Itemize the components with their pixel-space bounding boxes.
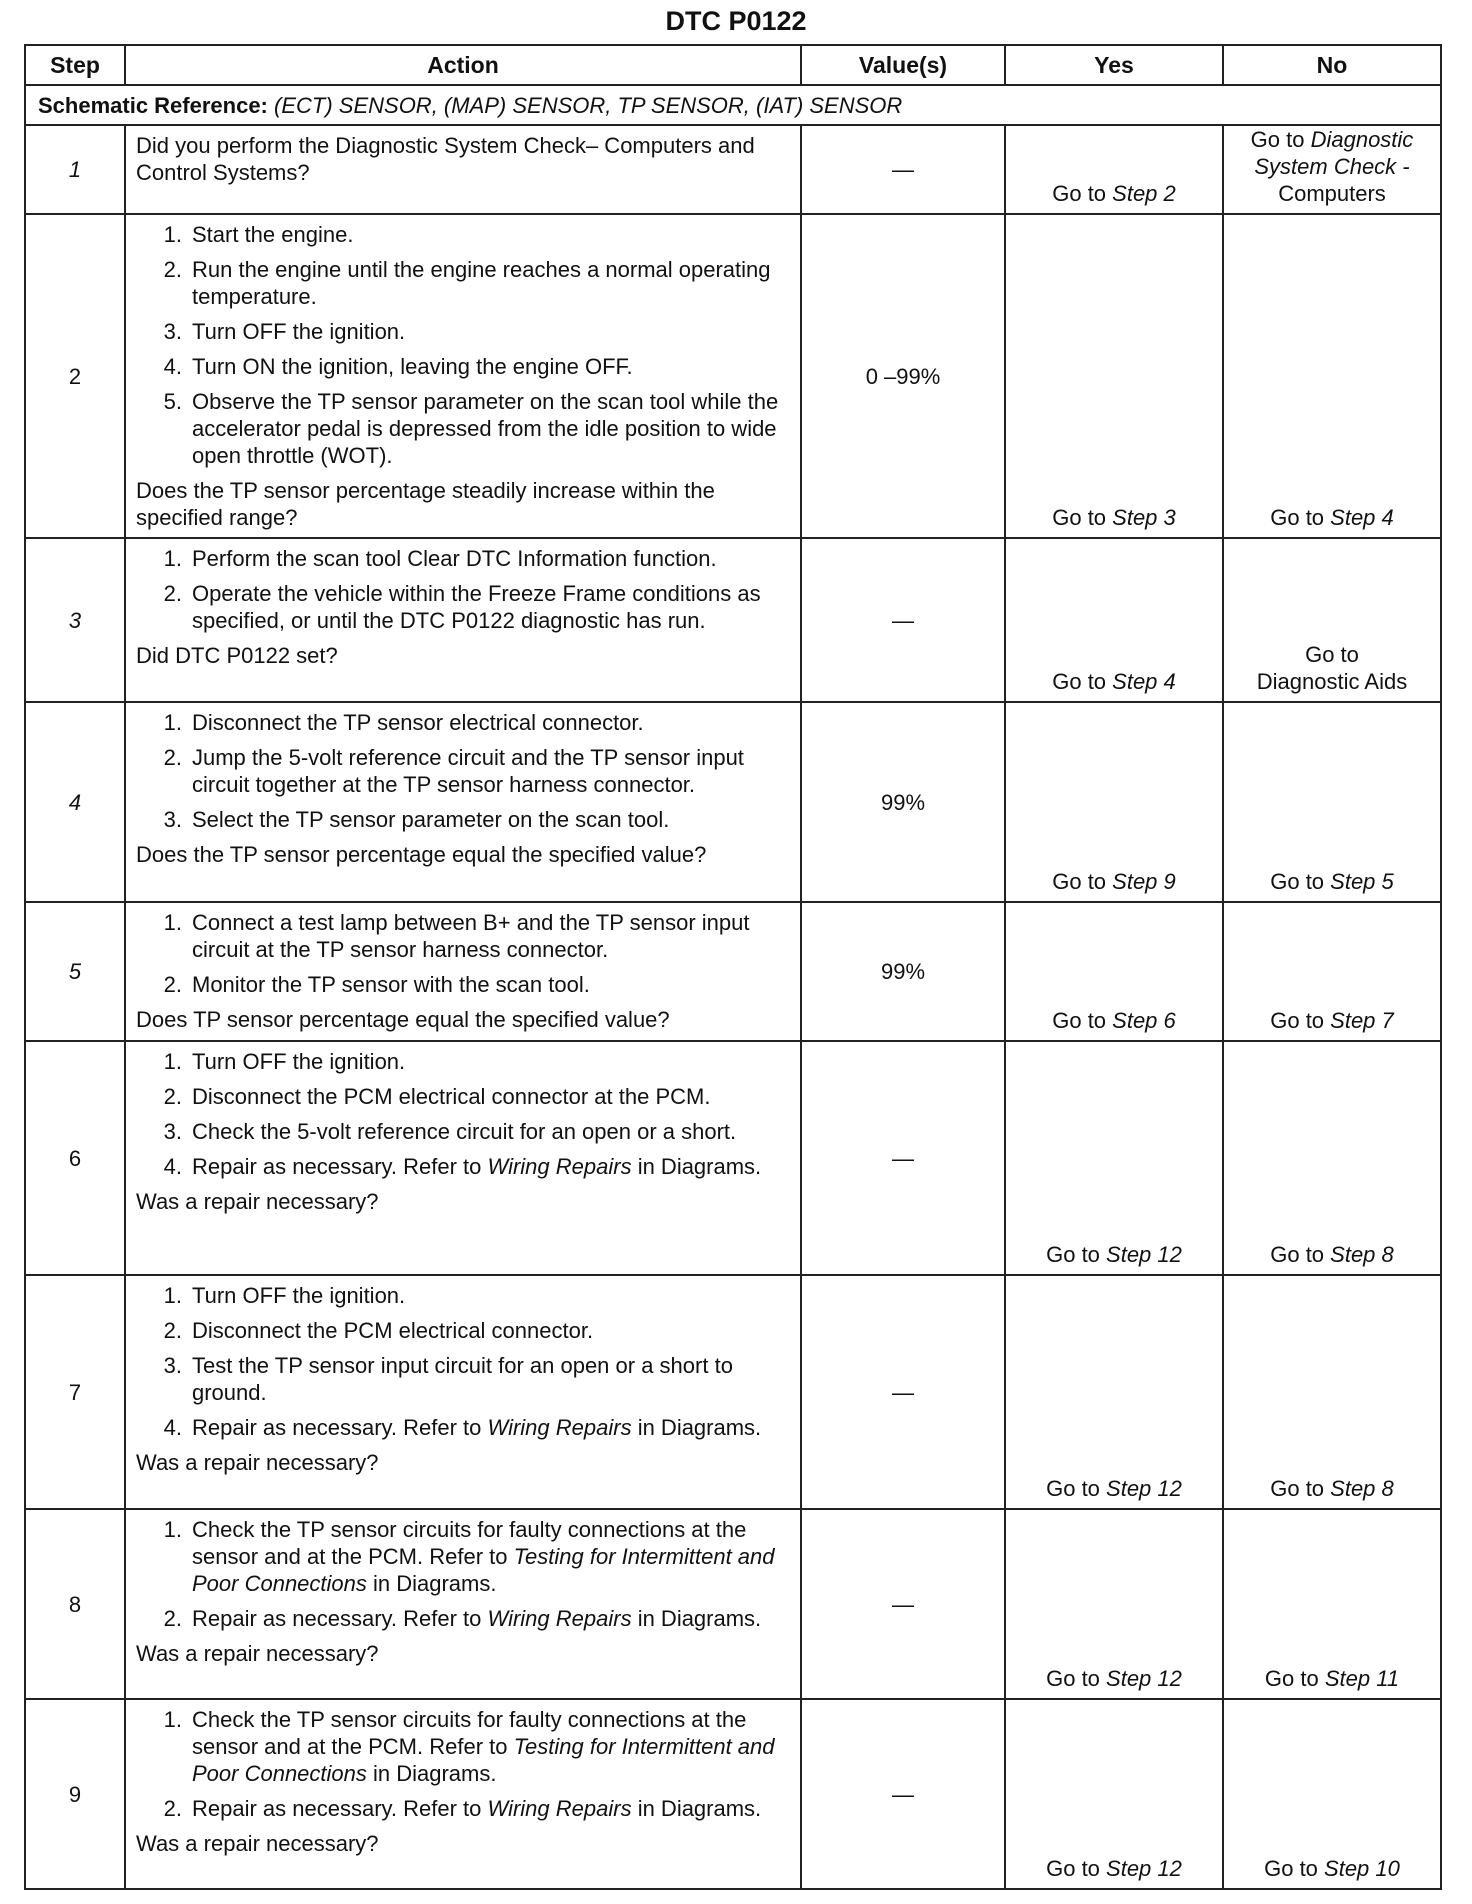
no-cell: [1223, 1509, 1441, 1699]
question: Was a repair necessary?: [136, 1641, 379, 1666]
yes-cell: [1005, 1275, 1223, 1509]
substep: 4. Repair as necessary. Refer to Wiring Repairs in Diagrams.: [163, 1154, 762, 1179]
no-step-ref: Step 5: [1330, 869, 1394, 894]
col-header-values: Value(s): [801, 45, 1005, 85]
yes-prefix: Go to: [1052, 869, 1113, 894]
question: Did you perform the Diagnostic System Check– Computers and Control Systems?: [136, 133, 755, 185]
yes-cell: [1005, 702, 1223, 902]
substep: 2. Repair as necessary. Refer to Wiring Repairs in Diagrams.: [163, 1606, 762, 1631]
substep-list: [136, 1706, 792, 1822]
value-cell: —: [801, 1275, 1005, 1509]
yes-cell: [1005, 1509, 1223, 1699]
yes-step-ref: Step 12: [1106, 1476, 1182, 1501]
question: Was a repair necessary?: [136, 1450, 379, 1475]
substep: 1. Check the TP sensor circuits for faulty connections at the sensor and at the PCM. Refer to Testing for Intermittent and Poor Connections in Diagrams.: [163, 1707, 775, 1786]
no-prefix: Go to: [1270, 1242, 1331, 1267]
action-cell: [125, 1275, 801, 1509]
question: Does TP sensor percentage equal the specified value?: [136, 1007, 670, 1032]
wiring-repairs-ref: Wiring Repairs: [487, 1415, 632, 1440]
no-step-ref: Step 7: [1330, 1008, 1394, 1033]
no-step-ref: Step 8: [1330, 1476, 1394, 1501]
substep: 2. Disconnect the PCM electrical connector.: [163, 1318, 594, 1343]
substep-list: [136, 221, 792, 469]
substep-list: [136, 1282, 792, 1441]
col-header-yes: Yes: [1005, 45, 1223, 85]
substep-list: [136, 545, 792, 634]
no-line1-ref: Diagnostic: [1310, 127, 1414, 152]
yes-cell: [1005, 1041, 1223, 1275]
action-cell: [125, 1509, 801, 1699]
table-row: [25, 702, 1441, 902]
wiring-repairs-ref: Wiring Repairs: [487, 1154, 632, 1179]
yes-cell: [1005, 214, 1223, 538]
yes-step-ref: Step 4: [1112, 669, 1176, 694]
no-prefix: Go to: [1270, 505, 1331, 530]
no-prefix: Go to: [1270, 1476, 1331, 1501]
no-line1: Go to: [1305, 642, 1359, 667]
table-row: [25, 1509, 1441, 1699]
substep: 4. Repair as necessary. Refer to Wiring Repairs in Diagrams.: [163, 1415, 762, 1440]
no-prefix: Go to: [1264, 1666, 1325, 1691]
no-cell: [1223, 538, 1441, 702]
table-row: [25, 125, 1441, 214]
substep: 5. Observe the TP sensor parameter on the scan tool while the accelerator pedal is depressed from the idle position to wide open throttle (WOT).: [163, 389, 779, 468]
yes-cell: [1005, 538, 1223, 702]
substep: 1. Turn OFF the ignition.: [163, 1049, 406, 1074]
yes-step-ref: Step 2: [1112, 181, 1176, 206]
question: Was a repair necessary?: [136, 1189, 379, 1214]
no-prefix: Go to: [1264, 1856, 1325, 1881]
question: Did DTC P0122 set?: [136, 643, 338, 668]
step-number: 6: [25, 1041, 125, 1275]
table-row: [25, 1041, 1441, 1275]
substep-list: [136, 709, 792, 833]
wiring-repairs-ref: Wiring Repairs: [487, 1606, 632, 1631]
substep: 1. Disconnect the TP sensor electrical connector.: [163, 710, 644, 735]
wiring-repairs-ref: Wiring Repairs: [487, 1796, 632, 1821]
table-row: [25, 1275, 1441, 1509]
value-cell: —: [801, 1699, 1005, 1889]
no-step-ref: Step 8: [1330, 1242, 1394, 1267]
no-cell: [1223, 1275, 1441, 1509]
action-cell: [125, 1041, 801, 1275]
yes-prefix: Go to: [1046, 1666, 1107, 1691]
schematic-row: [25, 85, 1441, 125]
question: Does the TP sensor percentage steadily increase within the specified range?: [136, 478, 715, 530]
step-number: 4: [25, 702, 125, 902]
substep: 1. Start the engine.: [163, 222, 354, 247]
question: Does the TP sensor percentage equal the specified value?: [136, 842, 707, 867]
no-cell: [1223, 1699, 1441, 1889]
schematic-label: Schematic Reference:: [38, 92, 268, 118]
no-cell: [1223, 1041, 1441, 1275]
substep: 4. Turn ON the ignition, leaving the engine OFF.: [163, 354, 633, 379]
yes-step-ref: Step 6: [1112, 1008, 1176, 1033]
step-number: 3: [25, 538, 125, 702]
substep: 2. Monitor the TP sensor with the scan tool.: [163, 972, 590, 997]
no-line1-prefix: Go to: [1250, 127, 1311, 152]
no-prefix: Go to: [1270, 869, 1331, 894]
value-cell: 99%: [801, 902, 1005, 1041]
no-cell: [1223, 125, 1441, 214]
yes-step-ref: Step 12: [1106, 1666, 1182, 1691]
no-line2: System Check -: [1254, 154, 1410, 179]
schematic-value: (ECT) SENSOR, (MAP) SENSOR, TP SENSOR, (IAT) SENSOR: [274, 92, 903, 118]
substep-list: [136, 1516, 792, 1632]
no-cell: [1223, 902, 1441, 1041]
yes-step-ref: Step 12: [1106, 1242, 1182, 1267]
yes-prefix: Go to: [1052, 1008, 1113, 1033]
substep: 3. Turn OFF the ignition.: [163, 319, 406, 344]
step-number: 1: [25, 125, 125, 214]
no-cell: [1223, 214, 1441, 538]
value-cell: —: [801, 125, 1005, 214]
col-header-action: Action: [125, 45, 801, 85]
question: Was a repair necessary?: [136, 1831, 379, 1856]
yes-prefix: Go to: [1046, 1476, 1107, 1501]
substep: 3. Check the 5-volt reference circuit for an open or a short.: [163, 1119, 737, 1144]
yes-step-ref: Step 12: [1106, 1856, 1182, 1881]
step-number: 8: [25, 1509, 125, 1699]
substep: 1. Perform the scan tool Clear DTC Information function.: [163, 546, 717, 571]
dtc-table: [24, 44, 1442, 1890]
table-row: [25, 214, 1441, 538]
action-cell: [125, 902, 801, 1041]
substep: 2. Repair as necessary. Refer to Wiring Repairs in Diagrams.: [163, 1796, 762, 1821]
value-cell: —: [801, 1509, 1005, 1699]
col-header-no: No: [1223, 45, 1441, 85]
substep: 3. Select the TP sensor parameter on the scan tool.: [163, 807, 670, 832]
action-cell: [125, 125, 801, 214]
yes-cell: [1005, 902, 1223, 1041]
table-row: [25, 902, 1441, 1041]
substep: 3. Test the TP sensor input circuit for an open or a short to ground.: [163, 1353, 733, 1405]
yes-prefix: Go to: [1052, 669, 1113, 694]
value-cell: 99%: [801, 702, 1005, 902]
substep: 2. Jump the 5-volt reference circuit and the TP sensor input circuit together at the TP sensor harness connector.: [163, 745, 744, 797]
no-line2: Diagnostic Aids: [1256, 669, 1408, 694]
no-line3: Computers: [1278, 181, 1386, 206]
substep-list: [136, 1048, 792, 1180]
yes-prefix: Go to: [1046, 1856, 1107, 1881]
substep: 1. Check the TP sensor circuits for faulty connections at the sensor and at the PCM. Refer to Testing for Intermittent and Poor Connections in Diagrams.: [163, 1517, 775, 1596]
header-row: [25, 45, 1441, 85]
col-header-step: Step: [25, 45, 125, 85]
substep-list: [136, 909, 792, 998]
yes-cell: [1005, 125, 1223, 214]
value-cell: 0 –99%: [801, 214, 1005, 538]
table-row: [25, 538, 1441, 702]
no-step-ref: Step 10: [1324, 1856, 1400, 1881]
no-cell: [1223, 702, 1441, 902]
yes-prefix: Go to: [1052, 505, 1113, 530]
value-cell: —: [801, 538, 1005, 702]
action-cell: [125, 214, 801, 538]
value-cell: —: [801, 1041, 1005, 1275]
action-cell: [125, 1699, 801, 1889]
step-number: 2: [25, 214, 125, 538]
substep: 2. Operate the vehicle within the Freeze Frame conditions as specified, or until the DTC P0122 diagnostic has run.: [163, 581, 761, 633]
step-number: 5: [25, 902, 125, 1041]
step-number: 7: [25, 1275, 125, 1509]
testing-ref: Testing for Intermittent and Poor Connections: [192, 1734, 775, 1786]
substep: 1. Turn OFF the ignition.: [163, 1283, 406, 1308]
substep: 1. Connect a test lamp between B+ and the TP sensor input circuit at the TP sensor harness connector.: [163, 910, 750, 962]
testing-ref: Testing for Intermittent and Poor Connections: [192, 1544, 775, 1596]
yes-step-ref: Step 9: [1112, 869, 1176, 894]
page-title: DTC P0122: [665, 6, 807, 36]
substep: 2. Run the engine until the engine reaches a normal operating temperature.: [163, 257, 771, 309]
yes-prefix: Go to: [1052, 181, 1113, 206]
yes-cell: [1005, 1699, 1223, 1889]
no-prefix: Go to: [1270, 1008, 1331, 1033]
action-cell: [125, 538, 801, 702]
substep: 2. Disconnect the PCM electrical connector at the PCM.: [163, 1084, 711, 1109]
yes-prefix: Go to: [1046, 1242, 1107, 1267]
step-number: 9: [25, 1699, 125, 1889]
action-cell: [125, 702, 801, 902]
no-step-ref: Step 4: [1330, 505, 1394, 530]
no-step-ref: Step 11: [1324, 1666, 1400, 1691]
schematic-reference: [25, 85, 1441, 125]
yes-step-ref: Step 3: [1112, 505, 1176, 530]
table-row: [25, 1699, 1441, 1889]
